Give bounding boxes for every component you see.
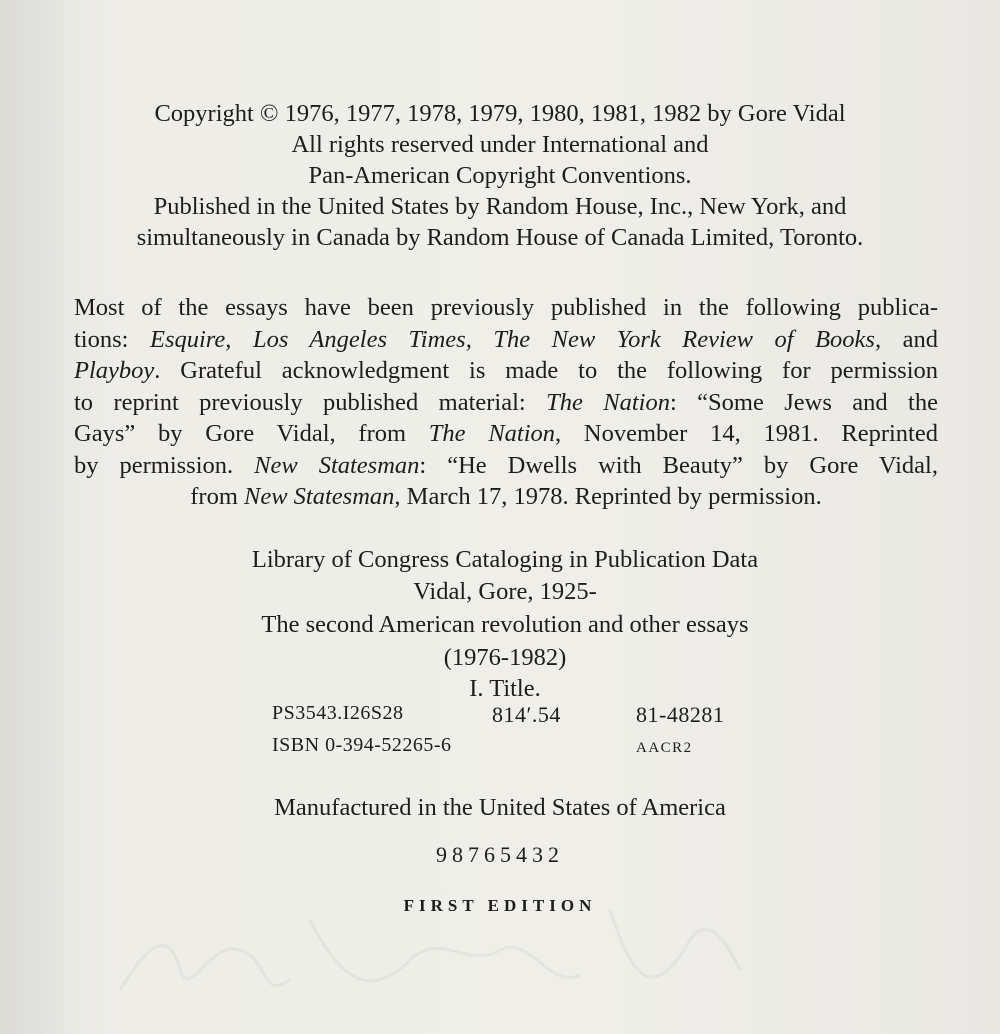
ack-line-7: from New Statesman, March 17, 1978. Reprinted by permission. xyxy=(190,483,822,510)
ack-line-5: Gays” by Gore Vidal, from The Nation, November 14, 1981. Reprinted xyxy=(74,420,938,447)
manufactured-line: Manufactured in the United States of America xyxy=(274,794,726,821)
cip-title: The second American revolution and other essays xyxy=(261,611,749,638)
rights-line-2: Pan-American Copyright Conventions. xyxy=(308,162,692,189)
copyright-line: Copyright © 1976, 1977, 1978, 1979, 1980, 1981, 1982 by Gore Vidal xyxy=(154,100,846,127)
cip-author: Vidal, Gore, 1925- xyxy=(413,578,597,605)
rights-line-1: All rights reserved under International and xyxy=(291,131,709,158)
ack-line-1: Most of the essays have been previously published in the following publica- xyxy=(74,294,938,321)
cip-heading: Library of Congress Cataloging in Publication Data xyxy=(251,546,759,573)
ack-line-3: Playboy. Grateful acknowledgment is made to the following for permission xyxy=(74,357,938,384)
publisher-line-1: Published in the United States by Random House, Inc., New York, and xyxy=(153,193,847,220)
cip-call-number: PS3543.I26S28 xyxy=(272,702,404,724)
cip-aacr2: AACR2 xyxy=(636,740,693,756)
ack-line-6: by permission. New Statesman: “He Dwells with Beauty” by Gore Vidal, xyxy=(74,451,938,479)
show-through-signature xyxy=(110,880,750,1020)
ack-line-2: tions: Esquire, Los Angeles Times, The New York Review of Books, and xyxy=(74,325,938,353)
cip-dates: (1976-1982) xyxy=(443,644,567,671)
cip-block xyxy=(60,544,950,704)
edition-label: FIRST EDITION xyxy=(403,896,597,915)
publisher-line-2: simultaneously in Canada by Random House of Canada Limited, Toronto. xyxy=(136,224,864,251)
printing-line: 98765432 xyxy=(436,842,564,867)
copyright-block xyxy=(60,98,940,253)
cip-subject: I. Title. xyxy=(469,675,541,702)
cip-dewey-number: 814′.54 xyxy=(492,702,561,727)
cip-isbn: ISBN 0-394-52265-6 xyxy=(272,734,452,756)
acknowledgments-paragraph xyxy=(74,292,938,513)
cip-lccn: 81-48281 xyxy=(636,702,725,727)
ack-line-4: to reprint previously published material: The Nation: “Some Jews and the xyxy=(74,388,938,416)
